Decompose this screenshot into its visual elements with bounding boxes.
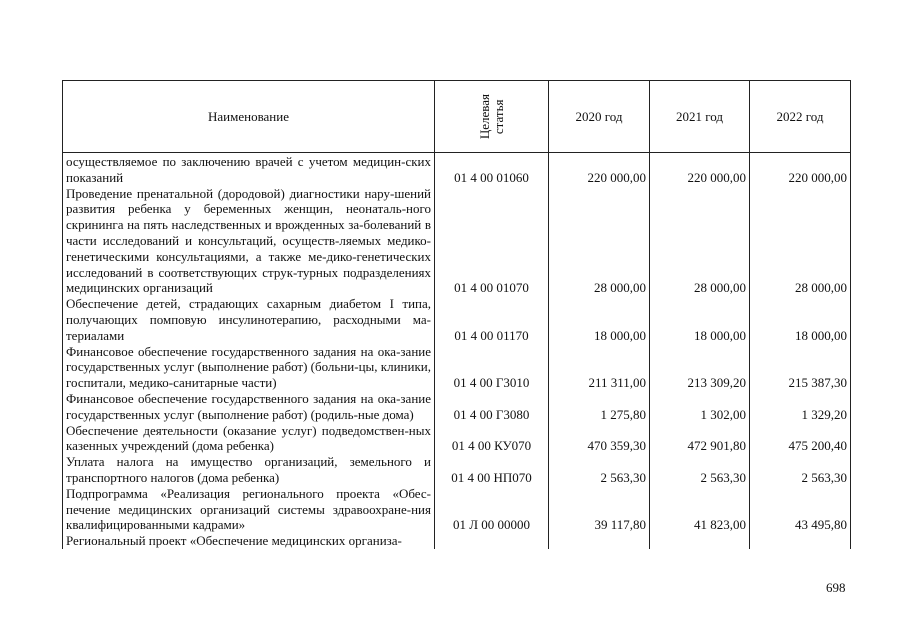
row-code: 01 4 00 НП070: [435, 454, 549, 486]
table-row: [63, 486, 851, 533]
row-code: 01 4 00 Г3080: [435, 391, 549, 423]
row-code: 01 4 00 01060: [435, 153, 549, 186]
row-code: 01 Л 00 00000: [435, 486, 549, 533]
row-code: 01 4 00 01070: [435, 186, 549, 297]
row-name: осуществляемое по заключению врачей с учетом медицин-ских показаний: [63, 153, 435, 186]
row-value-2020: 1 275,80: [549, 391, 650, 423]
row-name: Обеспечение детей, страдающих сахарным диабетом I типа, получающих помповую инсулинотерапию, расходными ма-териалами: [63, 296, 435, 343]
header-2022: 2022 год: [750, 81, 851, 153]
row-code: [435, 533, 549, 549]
table-header-row: [63, 81, 851, 153]
row-value-2021: 2 563,30: [650, 454, 750, 486]
row-name: Уплата налога на имущество организаций, земельного и транспортного налогов (дома ребенка): [63, 454, 435, 486]
row-name: Подпрограмма «Реализация регионального проекта «Обес-печение медицинских организаций системы здравоохране-ния квалифицированными кадрами»: [63, 486, 435, 533]
row-value-2021: 213 309,20: [650, 344, 750, 391]
header-2020: 2020 год: [549, 81, 650, 153]
row-value-2022: 43 495,80: [750, 486, 851, 533]
row-value-2022: 220 000,00: [750, 153, 851, 186]
header-2021: 2021 год: [650, 81, 750, 153]
table-row: [63, 344, 851, 391]
row-name: Обеспечение деятельности (оказание услуг) подведомствен-ных казенных учреждений (дома ребенка): [63, 423, 435, 455]
row-name: Региональный проект «Обеспечение медицинских организа-: [63, 533, 435, 549]
row-value-2020: [549, 533, 650, 549]
row-value-2020: 28 000,00: [549, 186, 650, 297]
row-code: 01 4 00 КУ070: [435, 423, 549, 455]
row-value-2021: 18 000,00: [650, 296, 750, 343]
row-value-2022: 2 563,30: [750, 454, 851, 486]
table-row: [63, 423, 851, 455]
header-code: [435, 81, 549, 153]
row-value-2020: 39 117,80: [549, 486, 650, 533]
header-code-label: Целевая статья: [476, 93, 506, 140]
table-row: [63, 296, 851, 343]
row-value-2021: 472 901,80: [650, 423, 750, 455]
budget-table: [62, 80, 851, 549]
row-name: Финансовое обеспечение государственного задания на ока-зание государственных услуг (выполнение работ) (больни-цы, клиники, госпитали, медико-санитарные части): [63, 344, 435, 391]
row-code: 01 4 00 Г3010: [435, 344, 549, 391]
row-value-2021: [650, 533, 750, 549]
row-value-2022: 475 200,40: [750, 423, 851, 455]
row-name: Финансовое обеспечение государственного задания на ока-зание государственных услуг (выполнение работ) (родиль-ные дома): [63, 391, 435, 423]
row-value-2021: 41 823,00: [650, 486, 750, 533]
row-value-2022: [750, 533, 851, 549]
row-value-2020: 18 000,00: [549, 296, 650, 343]
row-name: Проведение пренатальной (дородовой) диагностики нару-шений развития ребенка у беременных женщин, неонаталь-ного скрининга на пять наследственных и врожденных за-болеваний в части исследований и консультаций, осуществ-ляемых медико-генетическими консультациями, а также ме-дико-генетических исследований в соответствующих струк-турных подразделениях медицинских организаций: [63, 186, 435, 297]
row-value-2022: 215 387,30: [750, 344, 851, 391]
table-row: [63, 153, 851, 186]
row-code: 01 4 00 01170: [435, 296, 549, 343]
page-number: 698: [826, 580, 846, 595]
table-row: [63, 533, 851, 549]
table-row: [63, 454, 851, 486]
row-value-2022: 28 000,00: [750, 186, 851, 297]
table-row: [63, 186, 851, 297]
row-value-2022: 1 329,20: [750, 391, 851, 423]
row-value-2020: 470 359,30: [549, 423, 650, 455]
row-value-2021: 220 000,00: [650, 153, 750, 186]
row-value-2020: 2 563,30: [549, 454, 650, 486]
header-name: Наименование: [63, 81, 435, 153]
row-value-2021: 28 000,00: [650, 186, 750, 297]
table-row: [63, 391, 851, 423]
row-value-2022: 18 000,00: [750, 296, 851, 343]
row-value-2021: 1 302,00: [650, 391, 750, 423]
row-value-2020: 211 311,00: [549, 344, 650, 391]
row-value-2020: 220 000,00: [549, 153, 650, 186]
